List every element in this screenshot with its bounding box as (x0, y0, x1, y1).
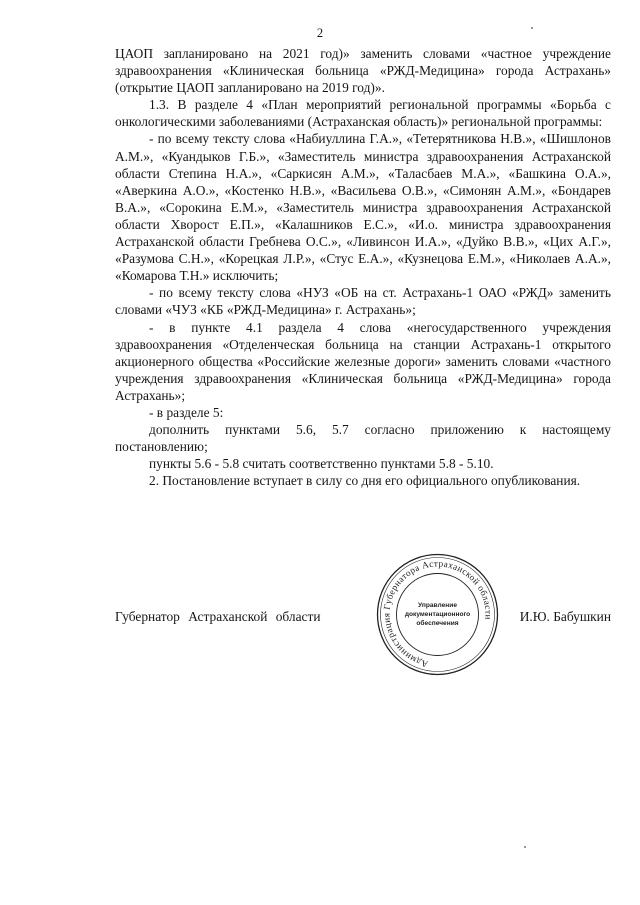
paragraph: пункты 5.6 - 5.8 считать соответственно пунктами 5.8 - 5.10. (149, 456, 494, 472)
paragraph: ЦАОП запланировано на 2021 год)» заменить словами «частное учреждение здравоохранения «Клиническая больница «РЖД-Медицина» города Астрахань» (открытие ЦАОП запланировано на 2019 год)». (115, 46, 611, 96)
stamp-inner-line: документационного (404, 611, 471, 618)
page-number: 2 (316, 26, 324, 40)
paragraph: - по всему тексту слова «Набиуллина Г.А.», «Тетерятникова Н.В.», «Шишлонов А.М.», «Куандыков Г.Б.», «Заместитель министра здравоохранения Астраханской области Степина Н.А.», «Саркисян А.М.», «Таласбаев М.А.», «Башкина О.А.», «Аверкина А.О.», «Костенко Н.В.», «Васильева О.В.», «Симонян А.М.», «Бондарев В.А.», «Сорокина Е.М.», «Заместитель министра здравоохранения Астраханской области Хворост Е.П.», «Калашников Е.С.», «И.о. министра здравоохранения Астраханской области Гребнева О.С.», «Ливинсон И.А.», «Дуйко В.В.», «Цих А.Г.», «Разумова С.Н.», «Корецкая Л.Р.», «Стус Е.А.», «Кузнецова Е.М.», «Николаев А.А.», «Комарова Т.Н.» исключить; (115, 131, 611, 284)
scan-speck (531, 27, 533, 29)
scan-speck (524, 846, 526, 848)
signatory-title: Губернатор Астраханской области (115, 609, 321, 624)
paragraph: 1.3. В разделе 4 «План мероприятий региональной программы «Борьба с онкологическими заболеваниями (Астраханская область)» региональной программы: (115, 97, 611, 130)
stamp-inner-line: обеспечения (416, 620, 459, 627)
signature-block (115, 609, 611, 627)
stamp-inner-line: Управление (418, 602, 457, 609)
signatory-name: И.Ю. Бабушкин (519, 609, 611, 624)
document-body (115, 45, 611, 489)
paragraph: 2. Постановление вступает в силу со дня его официального опубликования. (149, 473, 581, 489)
official-stamp (375, 552, 500, 677)
paragraph: дополнить пунктами 5.6, 5.7 согласно приложению к настоящему постановлению; (115, 422, 611, 455)
paragraph: - в разделе 5: (149, 404, 224, 420)
paragraph: - по всему тексту слова «НУЗ «ОБ на ст. Астрахань-1 ОАО «РЖД» заменить словами «ЧУЗ «КБ «РЖД-Медицина» г. Астрахань»; (115, 285, 611, 318)
paragraph: - в пункте 4.1 раздела 4 слова «негосударственного учреждения здравоохранения «Отделенческая больница на станции Астрахань-1 открытого акционерного общества «Российские железные дороги» заменить словами «частного учреждения здравоохранения «Клиническая больница «РЖД-Медицина» города Астрахань»; (115, 319, 611, 403)
stamp-outer-text: Администрация Губернатора Астраханской области (381, 558, 494, 670)
